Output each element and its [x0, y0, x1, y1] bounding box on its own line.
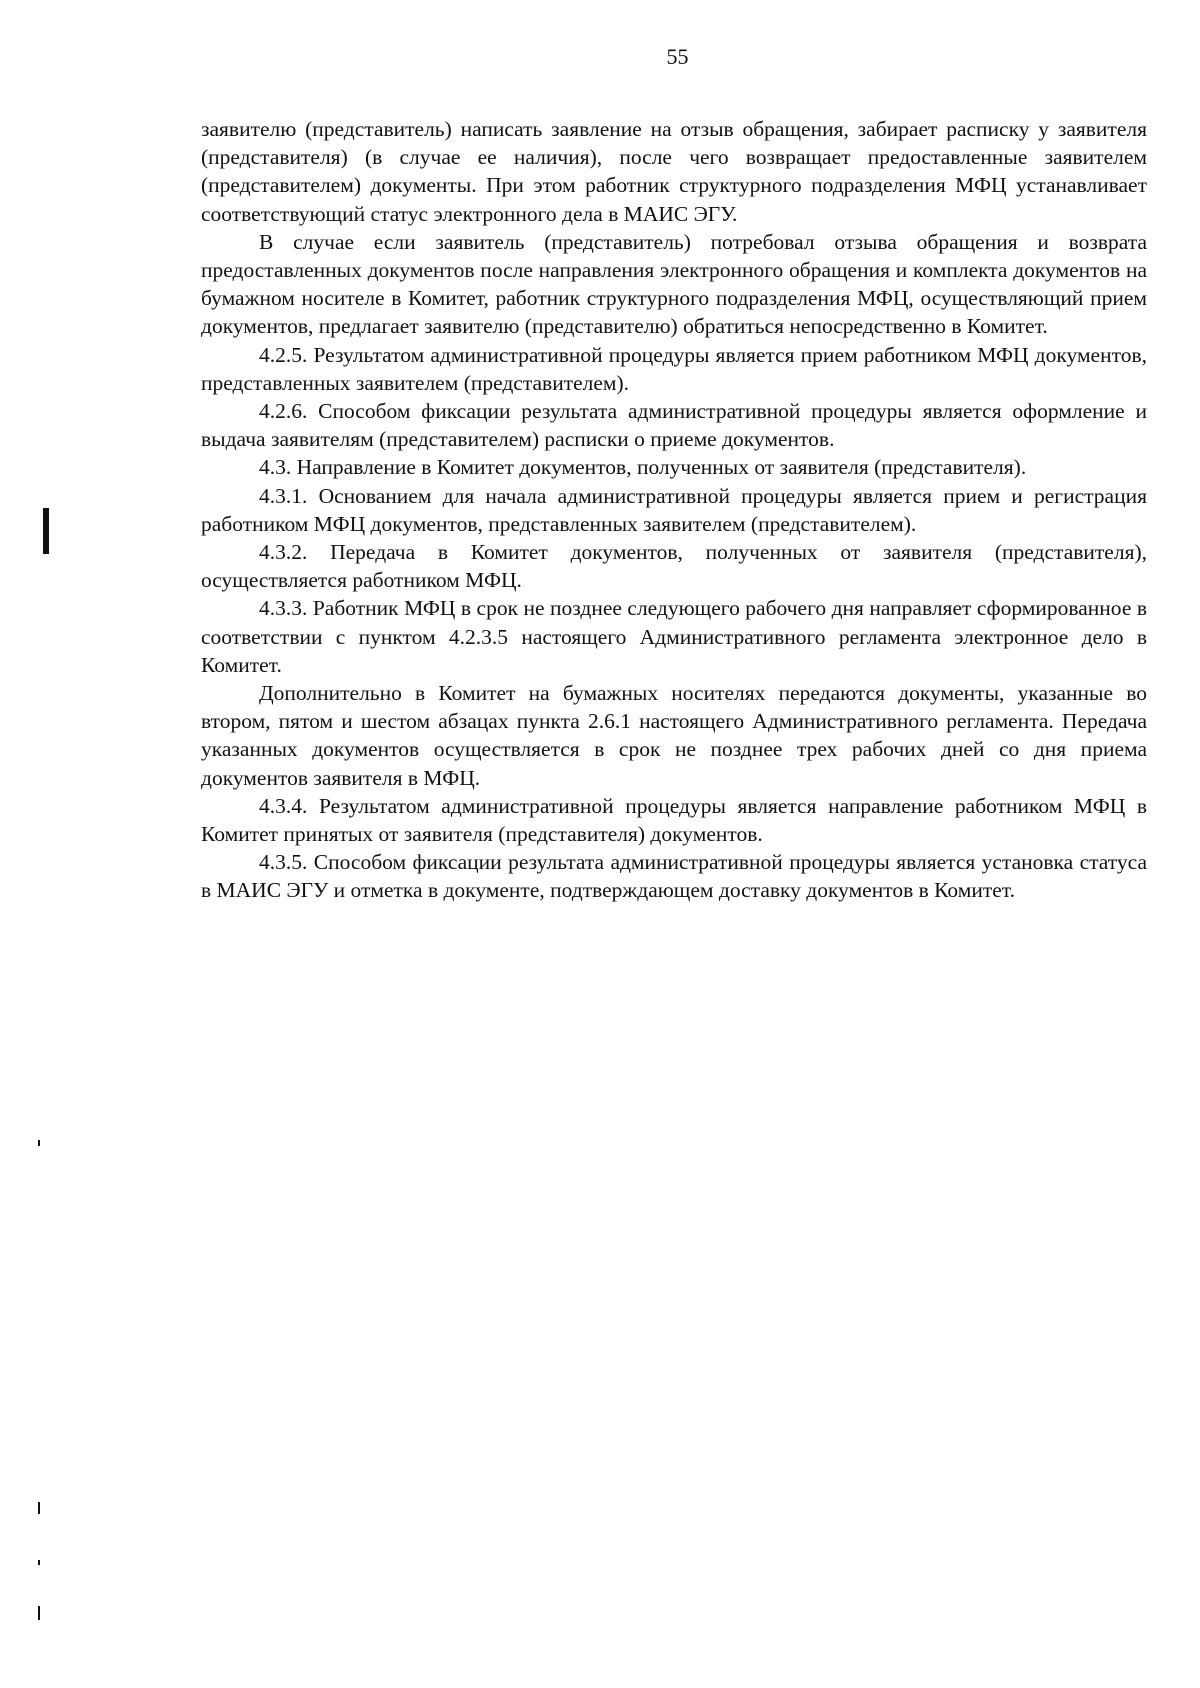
- paragraph-4-3-heading: 4.3. Направление в Комитет документов, полученных от заявителя (представителя).: [259, 455, 1027, 480]
- margin-scan-tick: [38, 1502, 40, 1514]
- margin-scan-tick: [38, 1140, 40, 1146]
- margin-change-bar: [43, 508, 49, 554]
- paragraph-4-3-3: 4.3.3. Работник МФЦ в срок не позднее следующего рабочего дня направляет сформированное в соответствии с пунктом 4.2.3.5 настоящего Административного регламента электронное дело в Комитет.: [201, 596, 1147, 677]
- paragraph-4-2-5: 4.2.5. Результатом административной процедуры является прием работником МФЦ документов, представленных заявителем (представителем).: [201, 342, 1147, 395]
- paragraph-continuation: заявителю (представитель) написать заявление на отзыв обращения, забирает расписку у заявителя (представителя) (в случае ее наличия), после чего возвращает предоставленные заявителем (представителем) документы. При этом работник структурного подразделения МФЦ устанавливает соответствующий статус электронного дела в МАИС ЭГУ.: [201, 117, 1147, 226]
- paragraph-withdrawal-after-sending: В случае если заявитель (представитель) потребовал отзыва обращения и возврата предоставленных документов после направления электронного обращения и комплекта документов на бумажном носителе в Комитет, работник структурного подразделения МФЦ, осуществляющий прием документов, предлагает заявителю (представителю) обратиться непосредственно в Комитет.: [201, 229, 1147, 339]
- paragraph-4-3-4: 4.3.4. Результатом административной процедуры является направление работником МФЦ в Комитет принятых от заявителя (представителя) документов.: [201, 793, 1147, 847]
- paragraph-4-3-1: 4.3.1. Основанием для начала административной процедуры является прием и регистрация работником МФЦ документов, представленных заявителем (представителем).: [201, 483, 1147, 536]
- paragraph-additional-documents: Дополнительно в Комитет на бумажных носителях передаются документы, указанные во втором, пятом и шестом абзацах пункта 2.6.1 настоящего Административного регламента. Передача указанных документов осуществляется в срок не позднее трех рабочих дней со дня приема документов заявителя в МФЦ.: [201, 681, 1147, 790]
- paragraph-4-3-2: 4.3.2. Передача в Комитет документов, полученных от заявителя (представителя), осуществляется работником МФЦ.: [201, 540, 1147, 593]
- margin-scan-tick: [38, 1606, 40, 1620]
- margin-scan-tick: [38, 1560, 40, 1565]
- paragraph-4-2-6: 4.2.6. Способом фиксации результата административной процедуры является оформление и выдача заявителям (представителем) расписки о приеме документов.: [201, 399, 1147, 452]
- paragraph-4-3-5: 4.3.5. Способом фиксации результата административной процедуры является установка статуса в МАИС ЭГУ и отметка в документе, подтверждающем доставку документов в Комитет.: [201, 850, 1147, 903]
- document-body: [201, 115, 1147, 905]
- page-number: 55: [666, 44, 689, 69]
